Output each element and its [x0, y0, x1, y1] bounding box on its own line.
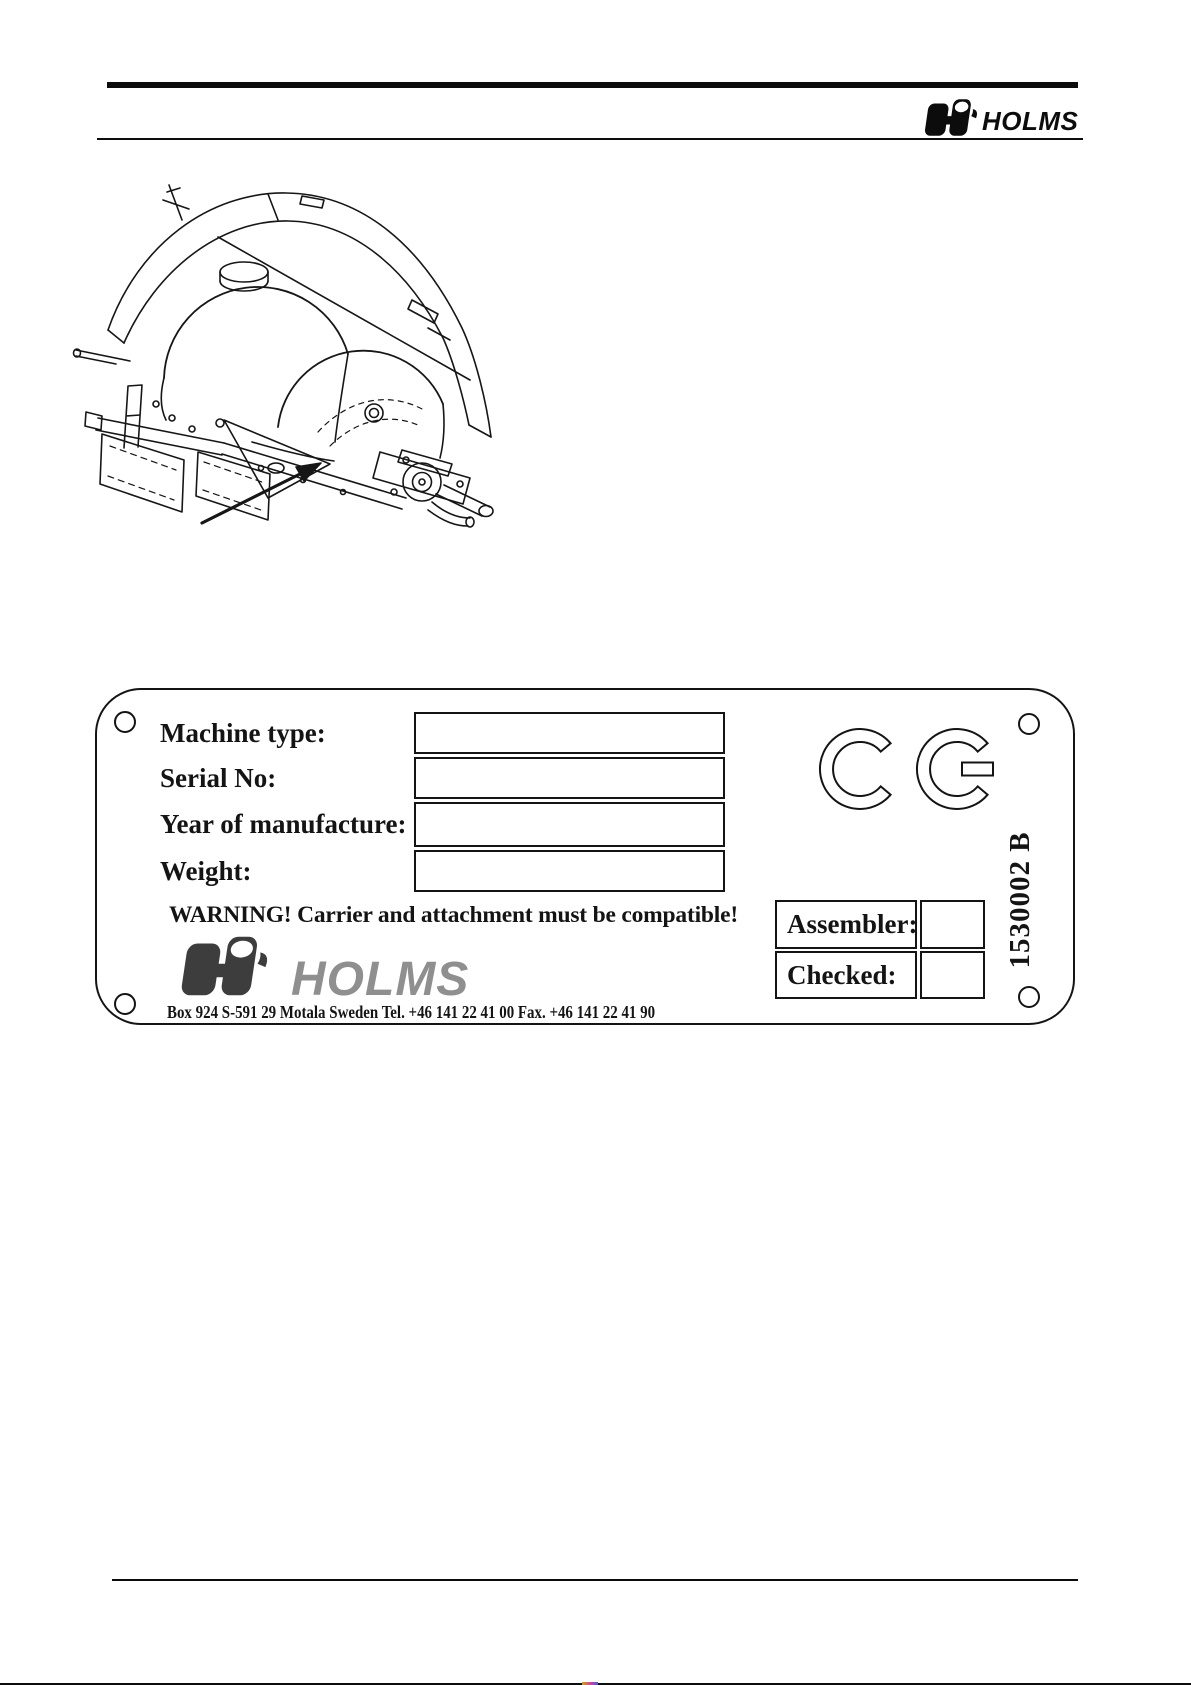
nameplate: [95, 688, 1075, 1025]
weight-label: Weight:: [160, 856, 252, 886]
machine-type-value-box: [414, 712, 725, 754]
assembler-label-box: [775, 900, 917, 949]
serial-no-label: Serial No:: [160, 763, 277, 793]
ce-mark-icon: [812, 715, 1007, 825]
checked-value-box: [920, 951, 985, 999]
hood-outer-edge: [108, 193, 491, 437]
assembler-label: Assembler:: [787, 909, 918, 939]
machine-illustration: [72, 180, 502, 535]
header-bottom-rule: [97, 138, 1083, 140]
serial-no-value-box: [414, 757, 725, 799]
machine-type-label: Machine type:: [160, 718, 326, 748]
holms-logo-icon: [916, 95, 980, 140]
checked-label: Checked:: [787, 959, 897, 990]
checked-label-box: [775, 951, 917, 999]
header-top-rule: [107, 82, 1078, 88]
year-of-manufacture-value-box: [414, 802, 725, 847]
screw-hole-top-right: [1018, 713, 1040, 735]
assembler-value-box: [920, 900, 985, 949]
screw-hole-top-left: [114, 711, 136, 733]
header-brand-wordmark: HOLMS: [982, 106, 1079, 136]
footer-rule: [112, 1579, 1078, 1581]
plate-brand-wordmark: HOLMS: [291, 953, 470, 1006]
manufacturer-address: Box 924 S-591 29 Motala Sweden Tel. +46 141 22 41 00 Fax. +46 141 22 41 90: [167, 1002, 656, 1022]
plate-part-number: 1530002 B: [1004, 831, 1036, 969]
holms-logo-icon: [167, 930, 272, 1002]
screw-hole-bottom-right: [1018, 986, 1040, 1008]
year-of-manufacture-label: Year of manufacture:: [160, 809, 407, 839]
screw-hole-bottom-left: [114, 993, 136, 1015]
warning-text: WARNING! Carrier and attachment must be compatible!: [169, 902, 738, 928]
weight-value-box: [414, 850, 725, 892]
